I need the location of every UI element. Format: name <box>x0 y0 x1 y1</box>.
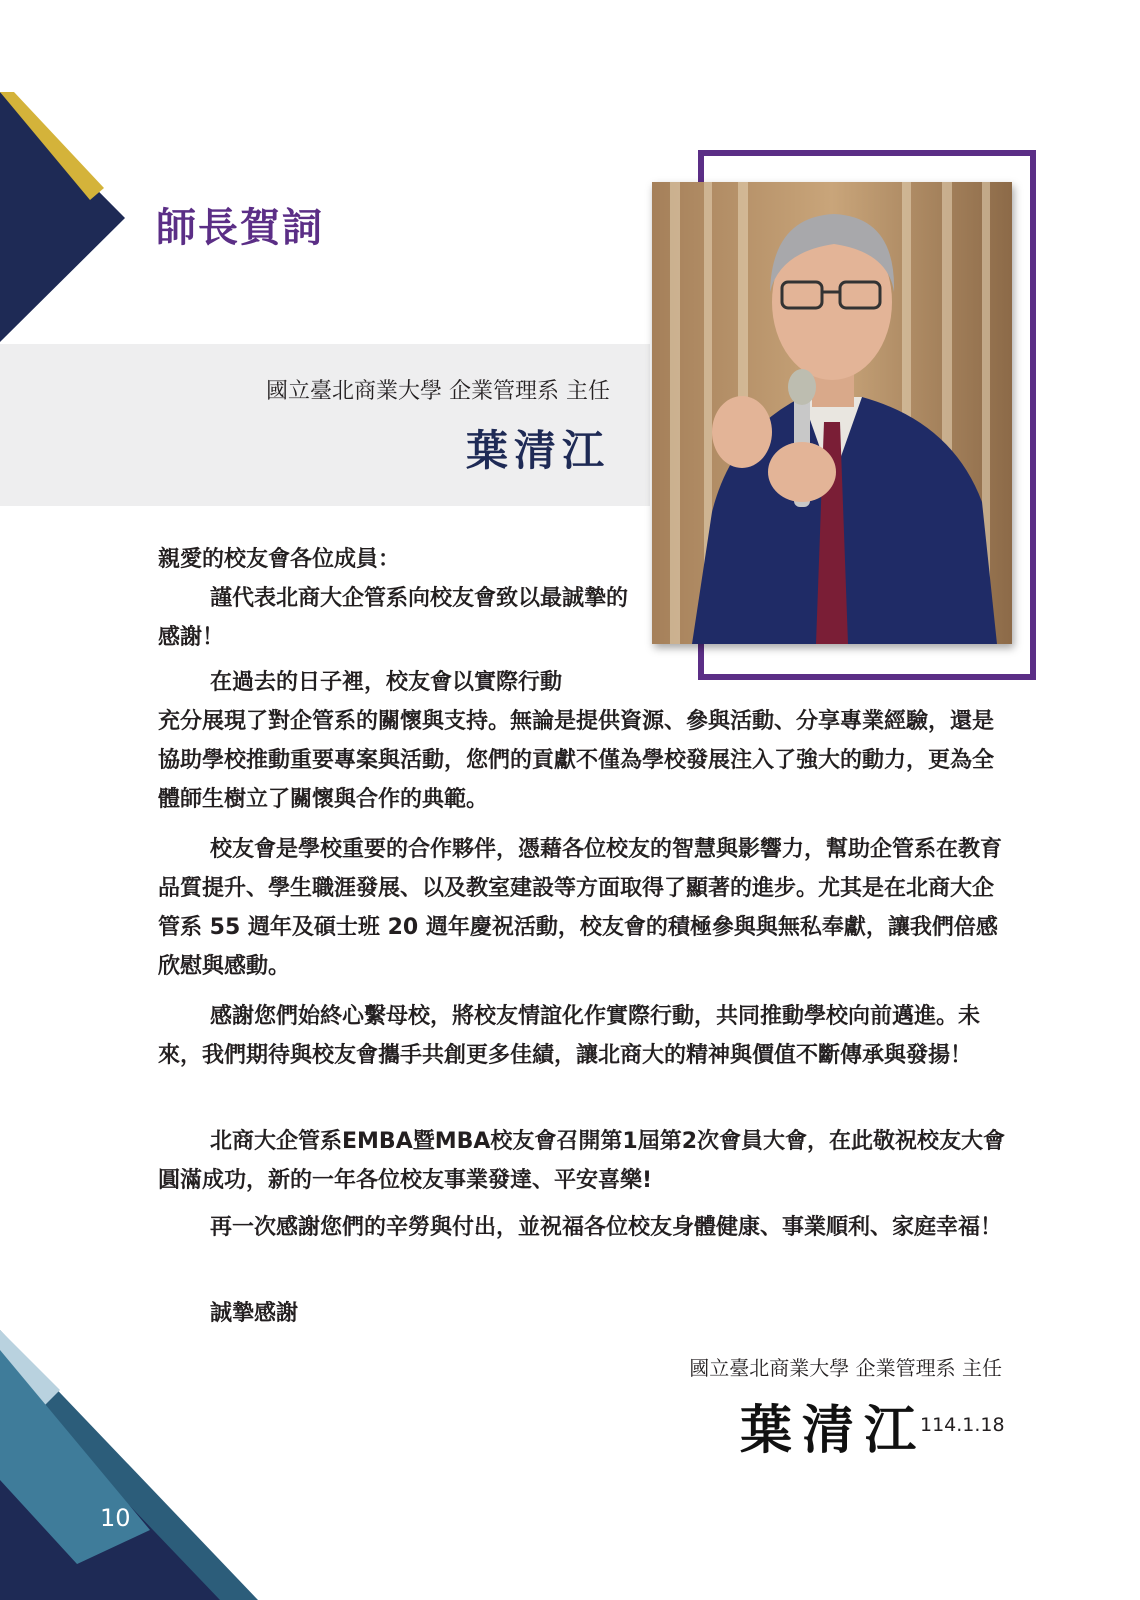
letter-paragraph-2-first-line: 在過去的日子裡，校友會以實際行動 <box>210 670 563 695</box>
signature-date: 114.1.18 <box>920 1414 1005 1436</box>
author-name: 葉清江 <box>465 426 610 475</box>
bottom-left-triangle-decoration <box>0 1330 280 1600</box>
section-title: 師長賀詞 <box>156 205 324 251</box>
author-affiliation: 國立臺北商業大學 企業管理系 主任 <box>266 379 610 404</box>
signature-name: 葉清江 <box>740 1400 927 1461</box>
page-number: 10 <box>100 1504 131 1532</box>
letter-paragraph-4: 感謝您們始終心繫母校，將校友情誼化作實際行動，共同推動學校向前邁進。未來，我們期待與校友會攜手共創更多佳績，讓北商大的精神與價值不斷傳承與發揚！ <box>158 1004 981 1068</box>
signature-affiliation: 國立臺北商業大學 企業管理系 主任 <box>689 1356 1002 1380</box>
letter-paragraph-6: 再一次感謝您們的辛勞與付出，並祝福各位校友身體健康、事業順利、家庭幸福！ <box>210 1215 1003 1240</box>
letter-paragraph-5: 北商大企管系EMBA暨MBA校友會召開第1屆第2次會員大會，在此敬祝校友大會圓滿成功，新的一年各位校友事業發達、平安喜樂! <box>158 1129 1006 1193</box>
letter-paragraph-1: 謹代表北商大企管系向校友會致以最誠摯的感謝！ <box>158 586 629 650</box>
letter-paragraph-2: 充分展現了對企管系的關懷與支持。無論是提供資源、參與活動、分享專業經驗，還是協助學校推動重要專案與活動，您們的貢獻不僅為學校發展注入了強大的動力，更為全體師生樹立了關懷與合作的典範。 <box>158 709 995 812</box>
letter-paragraph-3: 校友會是學校重要的合作夥伴，憑藉各位校友的智慧與影響力，幫助企管系在教育品質提升、學生職涯發展、以及教室建設等方面取得了顯著的進步。尤其是在北商大企管系 55 週年及碩士班 20 週年慶祝活動，校友會的積極參與與無私奉獻，讓我們倍感欣慰與感動。 <box>158 837 1003 979</box>
top-left-triangle-decoration <box>0 0 140 360</box>
letter-salutation: 親愛的校友會各位成員： <box>158 547 401 572</box>
letter-closing: 誠摯感謝 <box>210 1301 299 1326</box>
